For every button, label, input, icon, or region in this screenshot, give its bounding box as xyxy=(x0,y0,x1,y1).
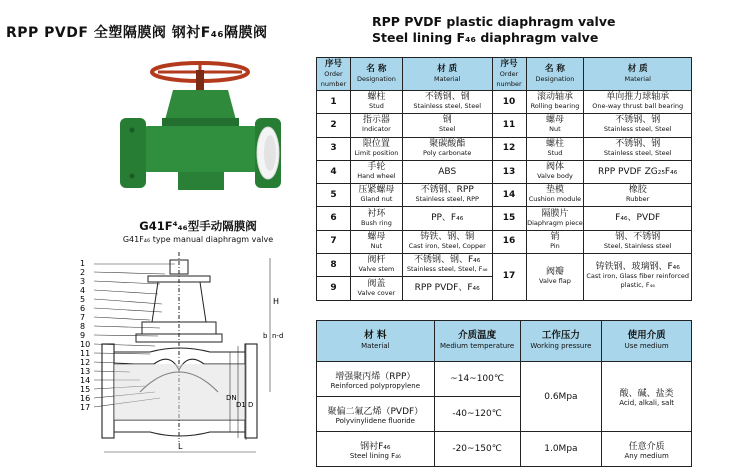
col-order-number: 序号 Order number xyxy=(317,58,351,91)
media-col-material: 材 料 Material xyxy=(317,321,435,362)
part-material: 不锈钢、钢、F₄₆ Stainless steel, Steel, F₄₆ xyxy=(402,254,492,277)
part-number: 1 xyxy=(317,91,351,114)
media-pressure-cell: 0.6Mpa xyxy=(520,362,602,432)
part-name: 阀杆 Valve stem xyxy=(350,254,402,277)
dim-b: b xyxy=(263,332,268,340)
part-number: 2 xyxy=(317,114,351,137)
part-name: 垫模 Cushion module xyxy=(526,184,584,207)
dim-nd: n-d xyxy=(272,332,284,340)
parts-row xyxy=(317,184,692,207)
col-material: 材 质 Material xyxy=(402,58,492,91)
media-material-cell: 聚偏二氟乙烯（PVDF） Polyvinylidene fluoride xyxy=(317,397,435,432)
sectional-drawing xyxy=(70,252,300,462)
part-material: 橡胶 Rubber xyxy=(584,184,692,207)
dim-DN: DN xyxy=(226,394,237,402)
part-name: 限位置 Limit position xyxy=(350,137,402,160)
part-material: RPP PVDF、F₄₆ xyxy=(402,277,492,300)
parts-row xyxy=(317,160,692,183)
callout-11: 11 xyxy=(80,349,91,358)
part-number: 6 xyxy=(317,207,351,230)
media-temp-cell: -20~150℃ xyxy=(434,432,520,467)
part-name: 销 Pin xyxy=(526,230,584,253)
part-name: 阀瓣 Valve flap xyxy=(526,254,584,301)
media-medium-cell: 任意介质 Any medium xyxy=(602,432,692,467)
part-number: 8 xyxy=(317,254,351,277)
title-en-line2: Steel lining F₄₆ diaphragm valve xyxy=(372,30,599,45)
dim-H: H xyxy=(273,297,280,306)
part-number: 11 xyxy=(492,114,526,137)
part-name: 衬环 Bush ring xyxy=(350,207,402,230)
media-header-row xyxy=(317,321,692,362)
part-number: 4 xyxy=(317,160,351,183)
callout-5: 5 xyxy=(80,295,86,304)
dim-D1: D1 xyxy=(236,401,246,409)
part-number: 12 xyxy=(492,137,526,160)
title-en-line1: RPP PVDF plastic diaphragm valve xyxy=(372,14,616,29)
page-title-en xyxy=(372,14,615,46)
callout-2: 2 xyxy=(80,268,86,277)
col-designation-2: 名 称 Designation xyxy=(526,58,584,91)
media-temp-cell: -40~120℃ xyxy=(434,397,520,432)
parts-header-row xyxy=(317,58,692,91)
part-number: 3 xyxy=(317,137,351,160)
media-col-pressure: 工作压力 Working pressure xyxy=(520,321,602,362)
media-temp-cell: ~14~100℃ xyxy=(434,362,520,397)
part-material: 不锈钢、钢 Stainless steel, Steel xyxy=(584,137,692,160)
part-material: 铸铁、钢、铜 Cast iron, Steel, Copper xyxy=(402,230,492,253)
part-material: 不锈钢、RPP Stainless steel, RPP xyxy=(402,184,492,207)
part-number: 16 xyxy=(492,230,526,253)
part-material: 不锈钢、钢 Stainless steel, Steel xyxy=(402,91,492,114)
media-col-temperature: 介质温度 Medium temperature xyxy=(434,321,520,362)
col-designation: 名 称 Designation xyxy=(350,58,402,91)
part-number: 17 xyxy=(492,254,526,301)
callout-10: 10 xyxy=(80,340,91,349)
col-material-2: 材 质 Material xyxy=(584,58,692,91)
part-name: 阀盖 Valve cover xyxy=(350,277,402,300)
parts-row xyxy=(317,230,692,253)
callout-3: 3 xyxy=(80,277,86,286)
media-material-cell: 增强聚丙烯（RPP） Reinforced polypropylene xyxy=(317,362,435,397)
part-number: 7 xyxy=(317,230,351,253)
valve-photo xyxy=(118,60,283,210)
part-name: 滚动轴承 Rolling bearing xyxy=(526,91,584,114)
parts-row xyxy=(317,254,692,277)
callout-16: 16 xyxy=(80,394,91,403)
media-pressure-cell: 1.0Mpa xyxy=(520,432,602,467)
part-name: 隔膜片 Diaphragm piece xyxy=(526,207,584,230)
part-number: 5 xyxy=(317,184,351,207)
callout-15: 15 xyxy=(80,385,91,394)
part-name: 指示器 Indicator xyxy=(350,114,402,137)
part-number: 14 xyxy=(492,184,526,207)
callout-4: 4 xyxy=(80,286,86,295)
part-name: 手轮 Hand wheel xyxy=(350,160,402,183)
part-name: 螺母 Nut xyxy=(350,230,402,253)
part-material: PP、F₄₆ xyxy=(402,207,492,230)
part-material: 不锈钢、钢 Stainless steel, Steel xyxy=(584,114,692,137)
part-material: 单向推力球轴承 One-way thrust ball bearing xyxy=(584,91,692,114)
part-material: 铸铁钢、玻璃钢、F₄₆ Cast iron, Glass fiber reinforced plastic, F₄₆ xyxy=(584,254,692,301)
media-medium-cell: 酸、碱、盐类 Acid, alkali, salt xyxy=(602,362,692,432)
parts-table xyxy=(316,57,692,301)
part-name: 螺柱 Stud xyxy=(526,137,584,160)
parts-row xyxy=(317,114,692,137)
part-material: 钢、不锈钢 Steel, Stainless steel xyxy=(584,230,692,253)
caption-en: G41F₄₆ type manual diaphragm valve xyxy=(122,235,274,244)
callout-6: 6 xyxy=(80,304,86,313)
part-material: 聚碳酸酯 Poly carbonate xyxy=(402,137,492,160)
part-name: 阀体 Valve body xyxy=(526,160,584,183)
callout-7: 7 xyxy=(80,313,86,322)
part-material: F₄₆、PVDF xyxy=(584,207,692,230)
callout-1: 1 xyxy=(80,259,86,268)
parts-row xyxy=(317,91,692,114)
callout-8: 8 xyxy=(80,322,86,331)
media-col-medium: 使用介质 Use medium xyxy=(602,321,692,362)
part-number: 15 xyxy=(492,207,526,230)
part-material: ABS xyxy=(402,160,492,183)
product-caption xyxy=(118,218,278,244)
callout-13: 13 xyxy=(80,367,91,376)
callout-17: 17 xyxy=(80,403,91,412)
part-number: 9 xyxy=(317,277,351,300)
part-number: 10 xyxy=(492,91,526,114)
callout-12: 12 xyxy=(80,358,91,367)
parts-row xyxy=(317,137,692,160)
dim-D: D xyxy=(248,401,254,409)
dim-L: L xyxy=(178,442,183,451)
part-number: 13 xyxy=(492,160,526,183)
media-material-cell: 钢衬F₄₆ Steel lining F₄₆ xyxy=(317,432,435,467)
col-order-number-2: 序号 Order number xyxy=(492,58,526,91)
media-row xyxy=(317,362,692,397)
page-title-cn: RPP PVDF 全塑隔膜阀 钢衬F₄₆隔膜阀 xyxy=(6,25,268,41)
callout-14: 14 xyxy=(80,376,91,385)
caption-cn: G41F⁴₄₆型手动隔膜阀 xyxy=(139,219,257,233)
parts-row xyxy=(317,207,692,230)
part-name: 压紧螺母 Gland nut xyxy=(350,184,402,207)
media-row xyxy=(317,432,692,467)
media-table xyxy=(316,320,692,467)
part-material: RPP PVDF ZG₂₅F₄₆ xyxy=(584,160,692,183)
callout-9: 9 xyxy=(80,331,86,340)
part-name: 螺母 Nut xyxy=(526,114,584,137)
part-material: 钢 Steel xyxy=(402,114,492,137)
callout-numbers xyxy=(80,259,90,412)
part-name: 螺柱 Stud xyxy=(350,91,402,114)
